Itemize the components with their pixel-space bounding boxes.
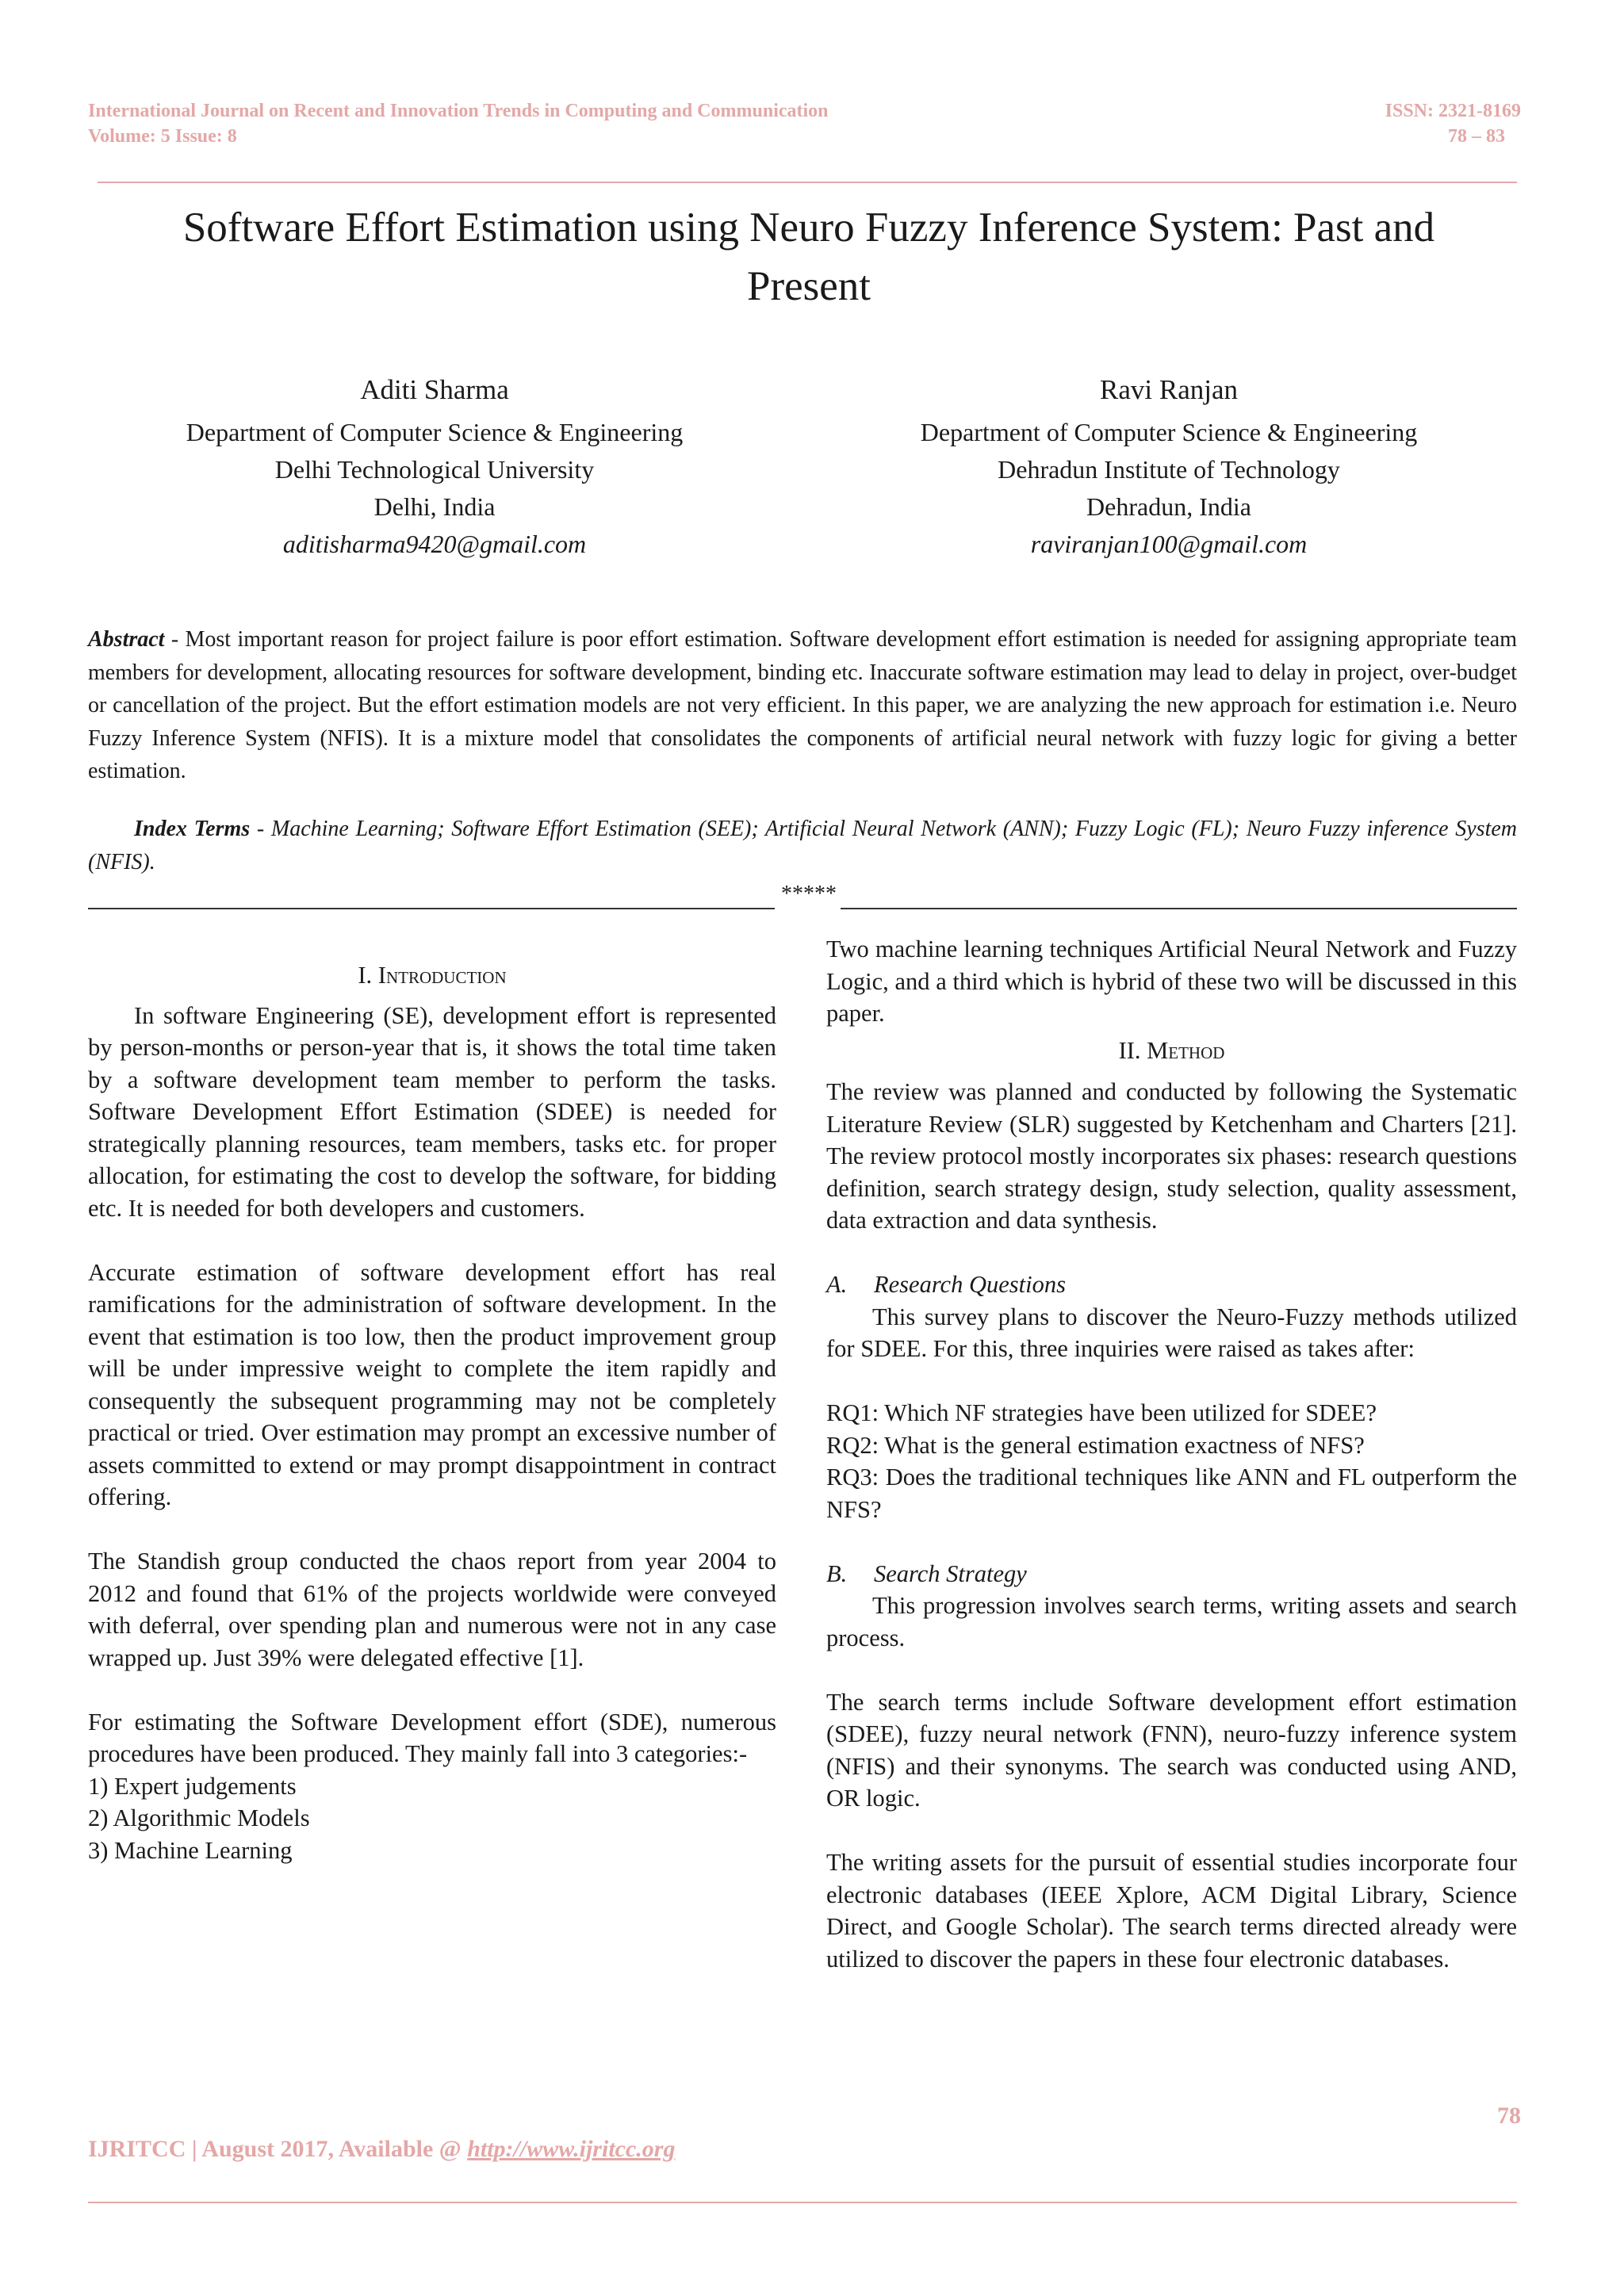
author-1-inst: Delhi Technological University	[274, 455, 595, 484]
abstract	[88, 623, 1517, 788]
separator-rule-left	[88, 908, 775, 909]
separator-stars: *****	[781, 882, 837, 906]
author-1-email: aditisharma9420@gmail.com	[282, 530, 587, 558]
author-2-email: raviranjan100@gmail.com	[1030, 530, 1308, 558]
author-1-dept: Department of Computer Science & Engineering	[186, 418, 684, 446]
rq1-item: RQ1: Which NF strategies have been utilized for SDEE?	[826, 1399, 1377, 1426]
right-column	[826, 933, 1517, 1975]
journal-issn-block	[1385, 98, 1521, 149]
intro-paragraph-3: The Standish group conducted the chaos report from year 2004 to 2012 and found that 61% of the projects worldwide were conveyed with deferral, over spending plan and numerous were not in any case wrapped up. Just 39% were delegated effective [1].	[88, 1548, 776, 1671]
category-list-item: 2) Algorithmic Models	[88, 1804, 310, 1831]
abstract-label: Abstract	[88, 627, 165, 652]
left-column	[88, 959, 776, 1866]
research-questions-paragraph: This survey plans to discover the Neuro-Fuzzy methods utilized for SDEE. For this, three inquiries were raised as takes after:	[826, 1303, 1517, 1362]
index-terms	[88, 813, 1517, 878]
author-2-name: Ravi Ranjan	[1100, 374, 1238, 405]
author-2-dept: Department of Computer Science & Engineering	[920, 418, 1418, 446]
intro-paragraph-4: For estimating the Software Development effort (SDE), numerous procedures have been produced. They mainly fall into 3 categories:-	[88, 1708, 776, 1767]
footer-rule	[88, 2202, 1517, 2203]
index-terms-label: Index Terms	[134, 817, 251, 841]
author-2	[852, 366, 1486, 563]
page-number: 78	[1497, 2103, 1521, 2129]
subsection-b-label: B.	[826, 1559, 848, 1587]
intro-paragraph-1: In software Engineering (SE), development effort is represented by person-months or person-year that is, it shows the total time taken by a software development team member to perform the tasks. Software Development Effort Estimation (SDEE) is needed for strategically planning resources, team members, tasks etc. for proper allocation, for estimating the cost to develop the software, for bidding etc. It is needed for both developers and customers.	[88, 1001, 776, 1222]
subsection-a-title: Research Questions	[874, 1271, 1066, 1298]
paper-title: Software Effort Estimation using Neuro Fuzzy Inference System: Past and Present	[182, 205, 1435, 309]
subsection-research-questions-heading	[826, 1269, 1517, 1301]
method-intro-paragraph: Two machine learning techniques Artificial Neural Network and Fuzzy Logic, and a third which is hybrid of these two will be discussed in this paper.	[826, 936, 1517, 1027]
index-terms-text: - Machine Learning; Software Effort Estimation (SEE); Artificial Neural Network (ANN); Fuzzy Logic (FL); Neuro Fuzzy inference System (NFIS).	[88, 817, 1517, 874]
journal-volume: Volume: 5 Issue: 8	[88, 126, 237, 147]
intro-paragraph-2: Accurate estimation of software development effort has real ramifications for the administration of software development. In the event that estimation is too low, then the product improvement group will be under impressive weight to complete the item rapidly and consequently the subsequent programming may not be completely practical or tried. Over estimation may prompt an excessive number of assets committed to extend or may prompt disappointment in contract offering.	[88, 1258, 776, 1510]
footer-link[interactable]: http://www.ijritcc.org	[467, 2136, 676, 2162]
abstract-text: - Most important reason for project failure is poor effort estimation. Software development effort estimation is needed for assigning appropriate team members for development, allocating resources for software development, binding etc. Inaccurate software estimation may lead to delay in project, over-budget or cancellation of the project. But the effort estimation models are not very efficient. In this paper, we are analyzing the new approach for estimation i.e. Neuro Fuzzy Inference System (NFIS). It is a mixture model that consolidates the components of artificial neural network with fuzzy logic for giving a better estimation.	[88, 627, 1517, 783]
footer-text: IJRITCC | August 2017, Available @	[88, 2136, 468, 2162]
separator-rule-right	[841, 908, 1517, 909]
journal-name: International Journal on Recent and Innovation Trends in Computing and Communication	[88, 101, 829, 121]
journal-pages: 78 – 83	[1448, 126, 1505, 147]
category-list-item: 3) Machine Learning	[88, 1836, 293, 1864]
section-introduction-heading: I. Introduction	[358, 962, 507, 989]
search-strategy-paragraph-3: The writing assets for the pursuit of essential studies incorporate four electronic databases (IEEE Xplore, ACM Digital Library, Science Direct, and Google Scholar). The search terms directed already were utilized to discover the papers in these four electronic databases.	[826, 1849, 1517, 1973]
category-list-item: 1) Expert judgements	[88, 1772, 297, 1800]
method-paragraph-1: The review was planned and conducted by following the Systematic Literature Review (SLR) suggested by Ketchenham and Charters [21]. The review protocol mostly incorporates six phases: research questions definition, search strategy design, study selection, quality assessment, data extraction and data synthesis.	[826, 1078, 1517, 1234]
header-rule	[98, 182, 1517, 183]
section-method-heading: II. Method	[1118, 1036, 1225, 1064]
subsection-search-strategy-heading	[826, 1558, 1517, 1590]
journal-header	[88, 98, 829, 149]
search-strategy-paragraph-1: This progression involves search terms, writing assets and search process.	[826, 1592, 1517, 1651]
author-2-loc: Dehradun, India	[1086, 492, 1251, 521]
author-1	[117, 366, 752, 563]
author-1-name: Aditi Sharma	[360, 374, 509, 405]
rq3-item: RQ3: Does the traditional techniques like ANN and FL outperform the NFS?	[826, 1464, 1517, 1523]
author-1-loc: Delhi, India	[373, 492, 496, 521]
author-2-inst: Dehradun Institute of Technology	[998, 455, 1340, 484]
footer	[88, 2136, 675, 2163]
journal-issn: ISSN: 2321-8169	[1385, 101, 1521, 121]
search-strategy-paragraph-2: The search terms include Software development effort estimation (SDEE), fuzzy neural network (FNN), neuro-fuzzy inference system (NFIS) and their synonyms. The search was conducted using AND, OR logic.	[826, 1688, 1517, 1812]
subsection-a-label: A.	[826, 1271, 848, 1298]
subsection-b-title: Search Strategy	[874, 1559, 1027, 1587]
rq2-item: RQ2: What is the general estimation exactness of NFS?	[826, 1431, 1365, 1459]
